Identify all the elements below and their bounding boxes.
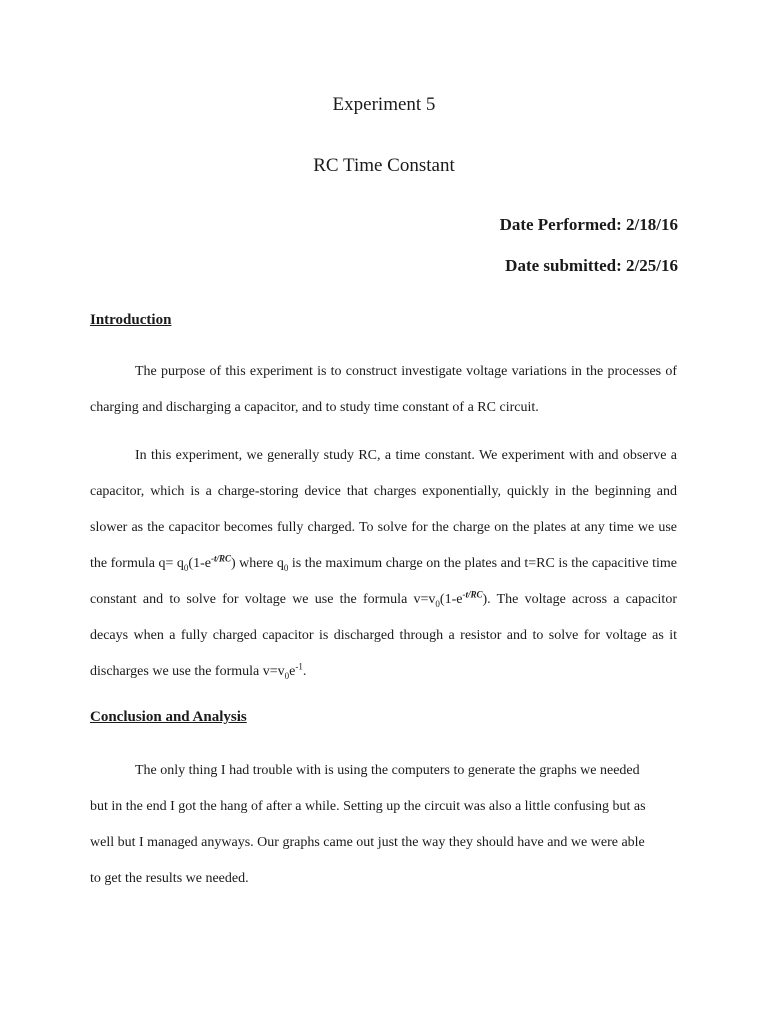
exponent-t-rc: -t/RC: [210, 553, 231, 564]
document-subtitle: RC Time Constant: [313, 155, 455, 176]
exponent-neg-one: -1: [295, 661, 303, 672]
subscript-zero: 0: [283, 562, 289, 573]
date-submitted: Date submitted: 2/25/16: [505, 256, 678, 275]
p2-text-b: (1-e: [188, 556, 211, 571]
subscript-zero: 0: [435, 598, 440, 609]
p2-text-a: In this experiment, we generally study RC, a time constant. We experiment with and observe a capacitor, which is a charge-storing device that charges exponentially, quickly in the beginning and slower as the capacitor becomes fully charged. To solve for the charge on the plates at any time we use the formula q= q: [90, 448, 677, 571]
p2-text-f: ). The voltage across a capacitor decays when a fully charged capacitor is discharged through a resistor and to solve for voltage as it discharges we use the formula v=v: [90, 592, 677, 679]
p2-text-e: (1-e: [439, 592, 463, 607]
p2-text-d: is the maximum charge on the plates and t=RC is the capacitive time constant and to solve for voltage we use the formula v=v: [90, 556, 677, 607]
document-title: Experiment 5: [332, 94, 436, 115]
p2-text-h: .: [302, 664, 307, 679]
p2-text-g: e: [289, 664, 296, 679]
subscript-zero: 0: [183, 562, 189, 573]
date-performed: Date Performed: 2/18/16: [499, 215, 678, 234]
conclusion-paragraph: The only thing I had trouble with is using the computers to generate the graphs we needed but in the end I got the hang of after a while. Setting up the circuit was also a little confusing but as well but I managed anyways. Our graphs came out just the way they should have and we were able to get the results we needed.: [90, 763, 646, 886]
introduction-paragraph-2: [90, 438, 677, 690]
exponent-t-rc: -t/RC: [462, 589, 483, 600]
subscript-zero: 0: [284, 670, 290, 681]
p2-text-c: ) where q: [230, 556, 284, 571]
conclusion-heading: Conclusion and Analysis: [90, 709, 247, 725]
introduction-heading: Introduction: [90, 312, 172, 328]
introduction-paragraph-1: The purpose of this experiment is to construct investigate voltage variations in the processes of charging and discharging a capacitor, and to study time constant of a RC circuit.: [90, 364, 677, 415]
